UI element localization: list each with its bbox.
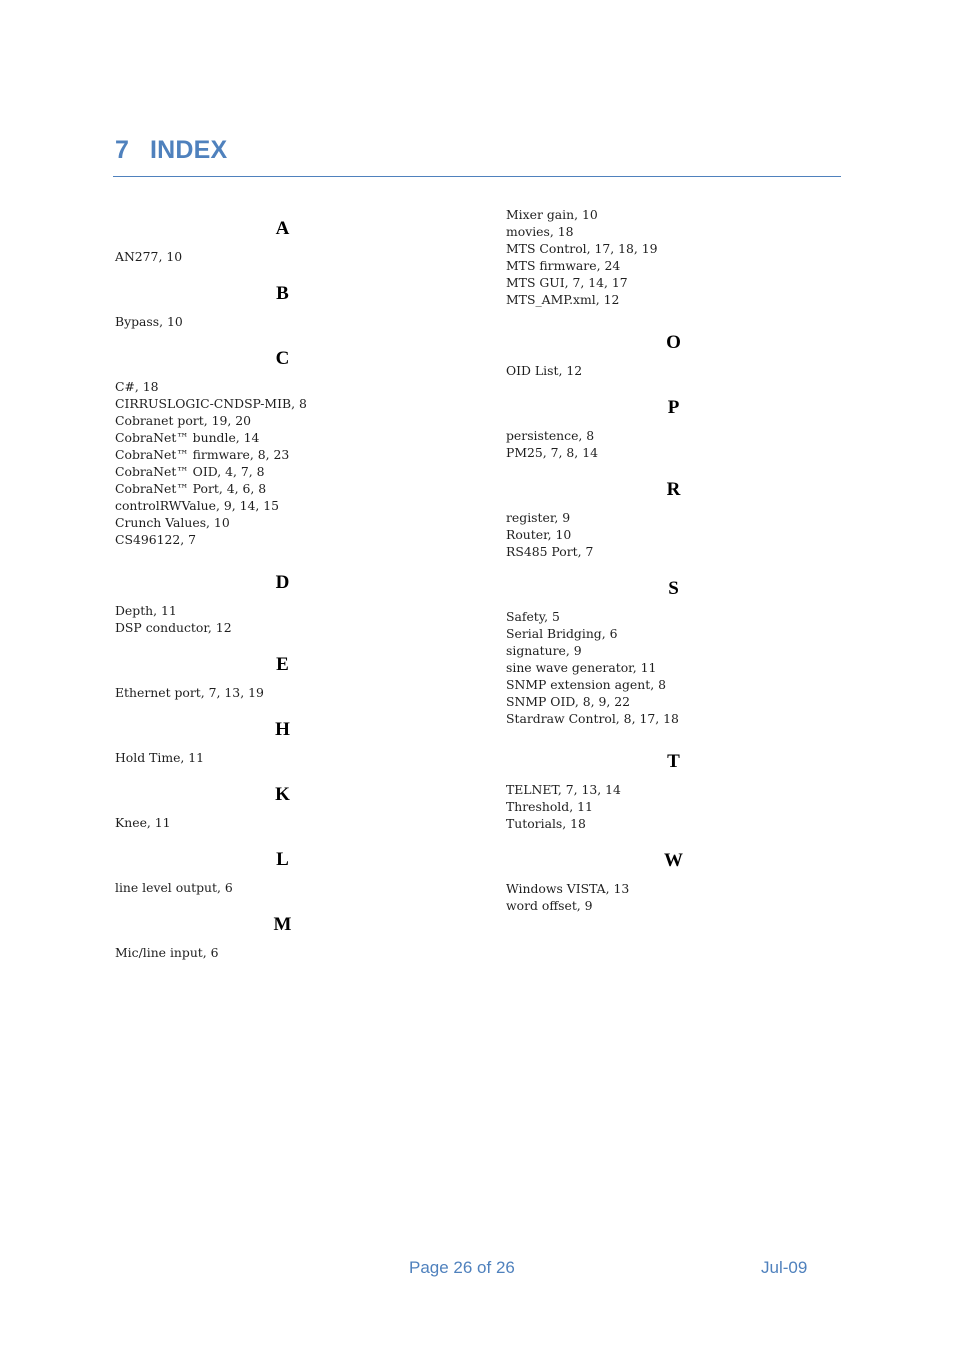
index-entry: Ethernet port, 7, 13, 19 [115,685,264,700]
index-group [506,479,841,560]
index-group [506,850,841,914]
index-letter-heading: O [666,332,681,353]
index-entry: Mixer gain, 10 [506,207,598,222]
index-entry: Threshold, 11 [506,799,593,814]
index-entry: CobraNet™ bundle, 14 [115,430,260,445]
index-group [506,578,841,727]
index-letter-heading: E [276,654,289,675]
index-entry: CobraNet™ Port, 4, 6, 8 [115,481,267,496]
index-entry: CS496122, 7 [115,532,197,547]
index-entry: C#, 18 [115,379,159,394]
index-letter-heading: P [667,397,680,418]
index-entry: OID List, 12 [506,363,583,378]
index-group [506,206,841,308]
index-group [115,719,450,766]
index-entry: CobraNet™ firmware, 8, 23 [115,447,290,462]
index-group [115,572,450,636]
index-letter-heading: A [275,218,290,239]
index-entry: CobraNet™ OID, 4, 7, 8 [115,464,265,479]
index-entry: word offset, 9 [506,898,593,913]
index-entry: controlRWValue, 9, 14, 15 [115,498,280,513]
index-group [506,332,841,379]
index-entry: Safety, 5 [506,609,560,624]
index-entry: MTS GUI, 7, 14, 17 [506,275,628,290]
index-group [115,218,450,265]
index-group [115,849,450,896]
index-entry: line level output, 6 [115,880,233,895]
index-letter-heading: S [668,578,679,599]
index-entry: Tutorials, 18 [506,816,586,831]
index-entry: Serial Bridging, 6 [506,626,618,641]
section-number: 7 [115,136,130,164]
index-letter-heading: L [276,849,289,870]
index-column-left [115,196,450,961]
index-letter-heading: C [275,348,290,369]
index-letter-heading: W [664,850,683,871]
section-heading [115,136,227,165]
index-entry: signature, 9 [506,643,582,658]
index-group [115,283,450,330]
index-entry: Windows VISTA, 13 [506,881,630,896]
index-entry: TELNET, 7, 13, 14 [506,782,621,797]
index-entry: sine wave generator, 11 [506,660,657,675]
index-entry: register, 9 [506,510,571,525]
index-letter-heading: M [273,914,292,935]
section-title: INDEX [150,136,228,164]
index-entry: MTS_AMP.xml, 12 [506,292,620,307]
index-entry: MTS Control, 17, 18, 19 [506,241,658,256]
index-group [506,751,841,832]
index-group [115,914,450,961]
index-group [115,654,450,701]
index-entry: CIRRUSLOGIC-CNDSP-MIB, 8 [115,396,307,411]
index-entry: movies, 18 [506,224,574,239]
index-entry: Mic/line input, 6 [115,945,219,960]
footer-date: Jul-09 [761,1258,808,1277]
index-entry: Bypass, 10 [115,314,183,329]
heading-rule [113,176,841,177]
index-entry: DSP conductor, 12 [115,620,232,635]
index-letter-heading: R [666,479,681,500]
index-entry: SNMP OID, 8, 9, 22 [506,694,631,709]
index-entry: Knee, 11 [115,815,171,830]
index-group [115,348,450,548]
index-entry: PM25, 7, 8, 14 [506,445,598,460]
index-letter-heading: D [275,572,290,593]
index-entry: Stardraw Control, 8, 17, 18 [506,711,679,726]
index-entry: Hold Time, 11 [115,750,205,765]
index-entry: AN277, 10 [115,249,183,264]
index-letter-heading: K [275,784,290,805]
index-entry: Depth, 11 [115,603,177,618]
index-entry: Router, 10 [506,527,572,542]
index-letter-heading: H [275,719,290,740]
index-entry: Crunch Values, 10 [115,515,230,530]
index-entry: persistence, 8 [506,428,595,443]
index-entry: RS485 Port, 7 [506,544,594,559]
index-letter-heading: B [276,283,289,304]
page-number: Page 26 of 26 [409,1258,515,1277]
index-entry: Cobranet port, 19, 20 [115,413,251,428]
index-group [115,784,450,831]
index-entry: MTS firmware, 24 [506,258,621,273]
index-entry: SNMP extension agent, 8 [506,677,666,692]
index-letter-heading: T [667,751,680,772]
index-group [506,397,841,461]
index-column-right [506,206,841,914]
